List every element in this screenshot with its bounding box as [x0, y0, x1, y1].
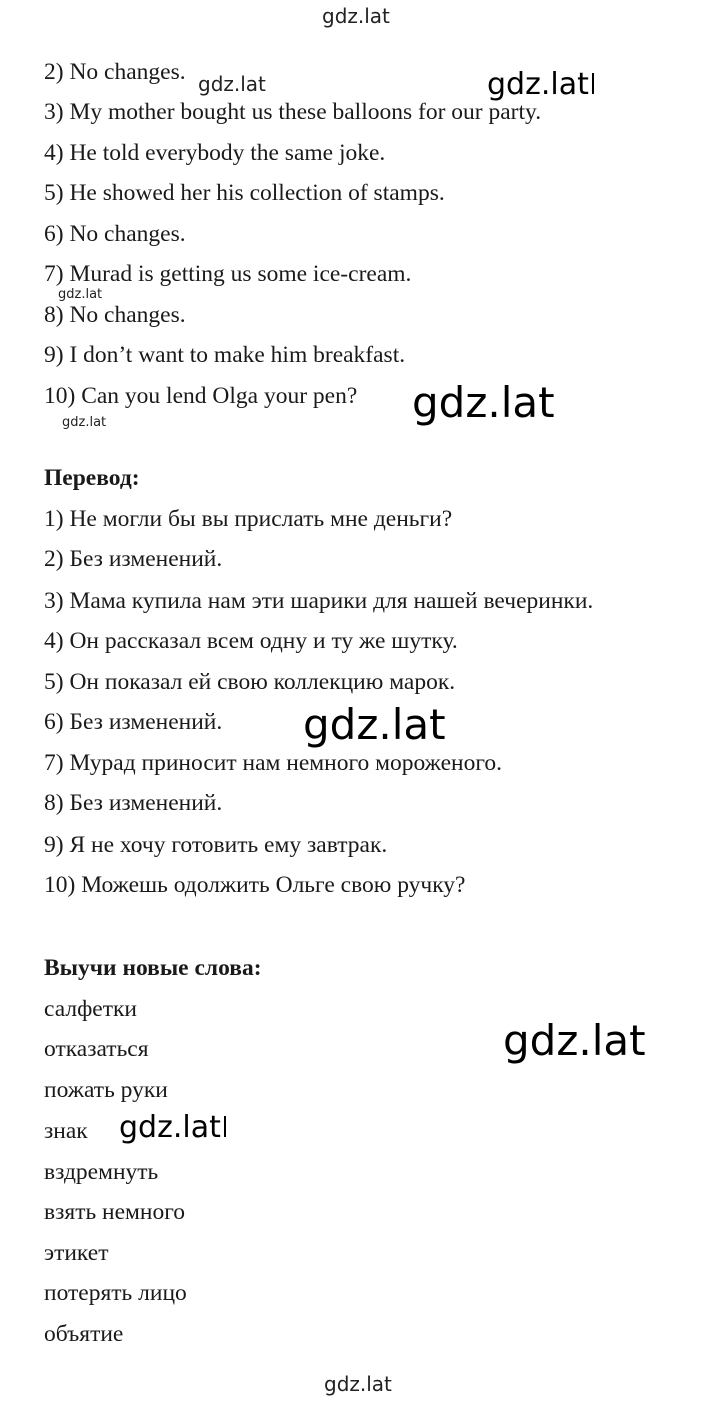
vocab-heading: Выучи новые слова: — [44, 955, 262, 981]
watermark: gdz.lat — [303, 700, 446, 749]
answer-line: 7) Murad is getting us some ice-cream. — [44, 261, 412, 287]
vocab-word: взять немного — [44, 1199, 186, 1225]
watermark: gdz.lat — [487, 70, 594, 100]
translation-line: 6) Без изменений. — [44, 709, 223, 735]
translation-line: 5) Он показал ей свою коллекцию марок. — [44, 669, 456, 695]
translation-line: 9) Я не хочу готовить ему завтрак. — [44, 832, 388, 858]
answer-line: 10) Can you lend Olga your pen? — [44, 383, 358, 409]
answer-line: 6) No changes. — [44, 221, 186, 247]
answer-line: 9) I don’t want to make him breakfast. — [44, 342, 406, 368]
vocab-word: отказаться — [44, 1036, 149, 1062]
vocab-word: объятие — [44, 1321, 124, 1347]
vocab-word: знак — [44, 1118, 88, 1144]
answer-line: 2) No changes. — [44, 59, 186, 85]
watermark-top: gdz.lat — [322, 4, 390, 28]
watermark: gdz.lat — [503, 1016, 646, 1065]
answer-line: 5) He showed her his collection of stamps. — [44, 180, 445, 206]
translation-line: 1) Не могли бы вы прислать мне деньги? — [44, 506, 453, 532]
vocab-word: потерять лицо — [44, 1280, 187, 1306]
watermark: gdz.lat — [198, 72, 266, 96]
watermark-bottom: gdz.lat — [324, 1372, 392, 1396]
translation-line: 2) Без изменений. — [44, 546, 223, 572]
translation-line: 7) Мурад приносит нам немного мороженого. — [44, 750, 503, 776]
translation-line: 3) Мама купила нам эти шарики для нашей вечеринки. — [44, 588, 594, 614]
vocab-word: пожать руки — [44, 1077, 168, 1103]
watermark: gdz.lat — [412, 378, 555, 427]
answer-line: 3) My mother bought us these balloons for our party. — [44, 99, 542, 125]
vocab-word: этикет — [44, 1240, 109, 1266]
watermark: gdz.lat — [62, 415, 107, 430]
translation-line: 8) Без изменений. — [44, 790, 223, 816]
vocab-word: вздремнуть — [44, 1159, 159, 1185]
answer-line: 8) No changes. — [44, 302, 186, 328]
watermark: gdz.lat — [119, 1113, 226, 1143]
translation-line: 4) Он рассказал всем одну и ту же шутку. — [44, 628, 458, 654]
answer-line: 4) He told everybody the same joke. — [44, 140, 386, 166]
vocab-word: салфетки — [44, 996, 138, 1022]
translation-heading: Перевод: — [44, 465, 140, 491]
translation-line: 10) Можешь одолжить Ольге свою ручку? — [44, 872, 466, 898]
watermark: gdz.lat — [58, 287, 103, 302]
